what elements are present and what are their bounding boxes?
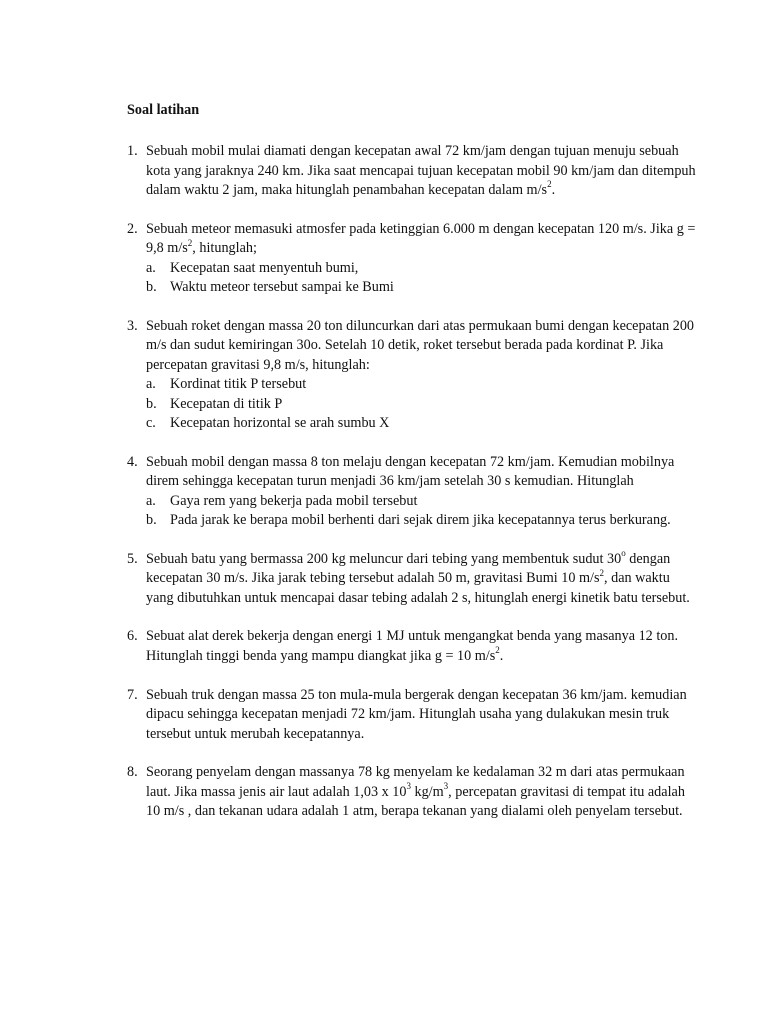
question-item: [127, 550, 697, 608]
question-text-segment: , dan waktu yang dibutuhkan untuk mencapai dasar tebing adalah 2 s, hitunglah energi kinetik batu tersebut.: [146, 570, 690, 606]
question-item: [127, 453, 697, 531]
superscript: 2: [187, 237, 193, 248]
question-text: [146, 627, 697, 666]
question-text-segment: Sebuah roket dengan massa 20 ton diluncurkan dari atas permukaan bumi dengan kecepatan 200 m/s dan sudut kemiringan 30o. Setelah 10 detik, roket tersebut berada pada kordinat P. Jika percepatan gravitasi 9,8 m/s, hitunglah:: [146, 318, 695, 373]
superscript: 2: [495, 645, 500, 656]
question-text: [146, 142, 697, 200]
sub-question-item: [146, 278, 697, 297]
question-number: 8.: [127, 764, 138, 781]
question-number: 2.: [127, 221, 138, 238]
sub-question-item: [146, 395, 697, 414]
superscript: 3: [406, 780, 411, 791]
question-item: [127, 627, 697, 666]
question-text-segment: Sebuat alat derek bekerja dengan energi 1 MJ untuk mengangkat benda yang masanya 12 ton. Hitunglah tinggi benda yang mampu diangkat jika g = 10 m/s: [146, 628, 678, 664]
question-text: [146, 453, 697, 492]
question-text-segment: Sebuah truk dengan massa 25 ton mula-mula bergerak dengan kecepatan 36 km/jam. kemudian dipacu sehingga kecepatan menjadi 72 km/jam. Hitunglah usaha yang dulakukan mesin truk tersebut untuk merubah kecepatannya.: [146, 686, 687, 742]
question-item: [127, 317, 697, 433]
sub-question-letter: a.: [146, 259, 156, 276]
question-number: 6.: [127, 628, 138, 645]
sub-question-letter: b.: [146, 395, 157, 412]
question-text: [146, 317, 697, 375]
sub-question-item: [146, 414, 697, 433]
question-text-segment: .: [551, 182, 556, 199]
question-item: [127, 686, 697, 744]
sub-question-text: Waktu meteor tersebut sampai ke Bumi: [170, 279, 394, 296]
superscript: o: [621, 548, 626, 559]
question-text: [146, 763, 697, 821]
question-text-segment: Sebuah batu yang bermassa 200 kg meluncur dari tebing yang membentuk sudut 30: [146, 550, 622, 567]
sub-question-text: Gaya rem yang bekerja pada mobil tersebut: [170, 492, 418, 509]
sub-question-list: [146, 259, 697, 298]
question-number: 5.: [127, 550, 138, 567]
superscript: 3: [443, 780, 449, 791]
question-number: 1.: [127, 143, 138, 160]
sub-question-text: Kecepatan horizontal se arah sumbu X: [170, 415, 390, 432]
question-text-segment: Sebuah mobil mulai diamati dengan kecepatan awal 72 km/jam dengan tujuan menuju sebuah kota yang jaraknya 240 km. Jika saat mencapai tujuan kecepatan mobil 90 km/jam dan ditempuh dalam waktu 2 jam, maka hitunglah penambahan kecepatan dalam m/s: [146, 143, 696, 199]
sub-question-letter: c.: [146, 415, 156, 432]
question-number: 4.: [127, 453, 138, 470]
question-text-segment: Sebuah mobil dengan massa 8 ton melaju dengan kecepatan 72 km/jam. Kemudian mobilnya direm sehingga kecepatan turun menjadi 36 km/jam setelah 30 s kemudian. Hitunglah: [146, 453, 675, 490]
superscript: 2: [599, 567, 604, 578]
question-number: 3.: [127, 318, 138, 335]
sub-question-item: [146, 259, 697, 278]
question-item: [127, 220, 697, 298]
sub-question-item: [146, 492, 697, 511]
question-text: [146, 686, 697, 744]
sub-question-list: [146, 375, 697, 433]
question-text: [146, 220, 697, 259]
question-text-segment: , hitunglah;: [192, 240, 257, 257]
sub-question-letter: a.: [146, 376, 156, 393]
sub-question-letter: b.: [146, 279, 157, 296]
question-text-segment: kg/m: [410, 783, 444, 800]
question-text-segment: Seorang penyelam dengan massanya 78 kg menyelam ke kedalaman 32 m dari atas permukaan laut. Jika massa jenis air laut adalah 1,03 x 10: [146, 764, 685, 800]
question-number: 7.: [127, 686, 138, 703]
sub-question-letter: b.: [146, 512, 157, 529]
sub-question-text: Kordinat titik P tersebut: [170, 376, 307, 393]
sub-question-text: Kecepatan di titik P: [170, 395, 283, 412]
sub-question-item: [146, 375, 697, 394]
question-text-segment: dengan kecepatan 30 m/s. Jika jarak tebing tersebut adalah 50 m, gravitasi Bumi 10 m/s: [146, 550, 671, 587]
question-text: [146, 550, 697, 608]
page-title: Soal latihan: [127, 102, 200, 118]
sub-question-letter: a.: [146, 492, 156, 509]
sub-question-text: Kecepatan saat menyentuh bumi,: [170, 259, 359, 276]
question-text-segment: Sebuah meteor memasuki atmosfer pada ketinggian 6.000 m dengan kecepatan 120 m/s. Jika g = 9,8 m/s: [146, 221, 696, 257]
sub-question-item: [146, 511, 697, 530]
question-item: [127, 142, 697, 200]
document-page: [127, 101, 697, 841]
question-item: [127, 763, 697, 821]
question-text-segment: , percepatan gravitasi di tempat itu adalah 10 m/s , dan tekanan udara adalah 1 atm, berapa tekanan yang dialami oleh penyelam tersebut.: [146, 783, 685, 820]
question-text-segment: .: [499, 647, 504, 664]
question-list: [127, 142, 697, 821]
superscript: 2: [547, 179, 552, 190]
sub-question-list: [146, 492, 697, 531]
sub-question-text: Pada jarak ke berapa mobil berhenti dari sejak direm jika kecepatannya terus berkurang.: [170, 512, 671, 529]
